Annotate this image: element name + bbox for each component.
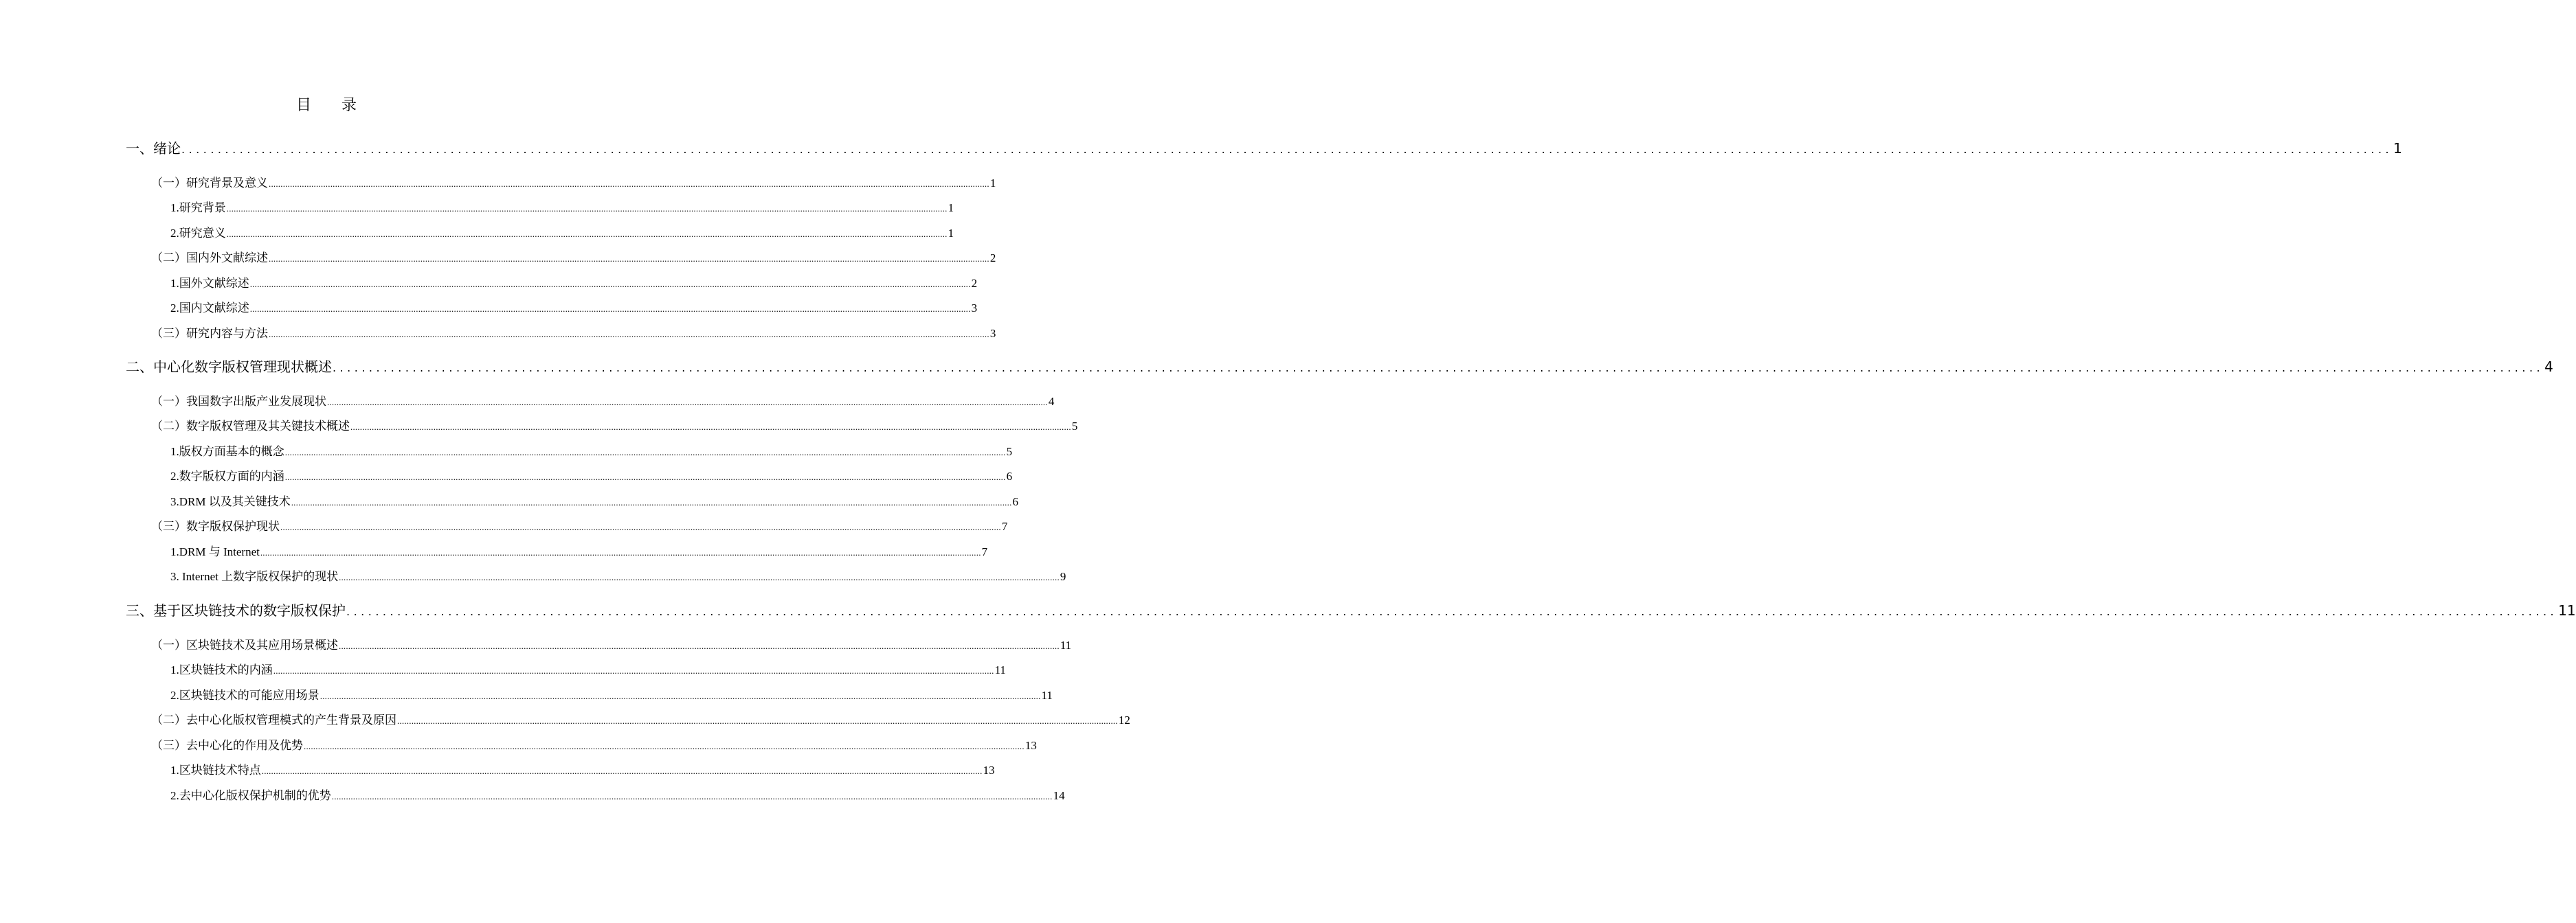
- dot-leader: ................................................................................................................................................................................................................................................................................................................: [291, 497, 1012, 508]
- toc-entry-section[interactable]: [151, 710, 1130, 727]
- page-number: 1: [989, 176, 996, 190]
- page-number: 7: [1001, 520, 1008, 533]
- toc-entry-section[interactable]: [151, 635, 1072, 652]
- dot-leader: ................................................................................................................................................................................................................................................................................................................: [249, 279, 971, 289]
- toc-entry-subsection[interactable]: [170, 660, 1006, 677]
- page-number: 1: [948, 201, 954, 214]
- dot-leader: ................................................................................................................................................................................................................................................................................................................: [249, 304, 971, 314]
- page-number: 1: [948, 227, 954, 240]
- dot-leader: ................................................................................................................................................................................................................................................................................................................: [226, 203, 948, 214]
- toc-entry-subsection[interactable]: [170, 760, 995, 777]
- page-number: 5: [1006, 445, 1013, 458]
- toc-title-char-2: 录: [341, 97, 357, 114]
- toc-entry-subsection[interactable]: [170, 786, 1065, 803]
- entry-text: 1.区块链技术特点: [170, 764, 261, 777]
- entry-text: 1.版权方面基本的概念: [170, 445, 284, 458]
- toc-entry-section[interactable]: [151, 516, 1008, 534]
- page-number: 5: [1071, 420, 1078, 433]
- toc-entry-subsection[interactable]: [170, 567, 1066, 584]
- entry-text: 2.研究意义: [170, 227, 226, 240]
- page-number: 11: [2558, 602, 2576, 619]
- dot-leader: ................................................................................................................................................................................................................................................................................................................: [333, 361, 2544, 374]
- page-number: 4: [2544, 358, 2553, 375]
- page-number: 11: [1041, 689, 1053, 702]
- toc-entry-chapter[interactable]: [126, 600, 2576, 619]
- entry-text: （一）研究背景及意义: [151, 176, 268, 190]
- toc-entry-subsection[interactable]: [170, 542, 988, 559]
- toc-entry-section[interactable]: [151, 323, 996, 341]
- dot-leader: ................................................................................................................................................................................................................................................................................................................: [260, 547, 981, 558]
- entry-text: （一）区块链技术及其应用场景概述: [151, 639, 338, 652]
- toc-entry-subsection[interactable]: [170, 223, 954, 240]
- entry-text: 二、中心化数字版权管理现状概述: [126, 358, 332, 375]
- dot-leader: ................................................................................................................................................................................................................................................................................................................: [327, 397, 1048, 407]
- dot-leader: ................................................................................................................................................................................................................................................................................................................: [339, 572, 1060, 582]
- page-number: 3: [971, 301, 978, 315]
- entry-text: 1.DRM 与 Internet: [170, 545, 260, 558]
- entry-text: 2.数字版权方面的内涵: [170, 470, 284, 483]
- toc-entry-chapter[interactable]: [126, 137, 2402, 157]
- page-number: 2: [971, 277, 978, 290]
- entry-text: 一、绪论: [126, 140, 181, 157]
- toc-entry-section[interactable]: [151, 416, 1078, 433]
- dot-leader: ................................................................................................................................................................................................................................................................................................................: [226, 229, 948, 239]
- page-number: 11: [994, 663, 1006, 676]
- entry-text: （二）国内外文献综述: [151, 251, 268, 264]
- page-number: 14: [1053, 789, 1065, 802]
- dot-leader: ................................................................................................................................................................................................................................................................................................................: [320, 691, 1041, 701]
- dot-leader: ................................................................................................................................................................................................................................................................................................................: [284, 472, 1006, 482]
- entry-text: 2.区块链技术的可能应用场景: [170, 689, 320, 702]
- dot-leader: ................................................................................................................................................................................................................................................................................................................: [284, 447, 1006, 457]
- entry-text: 3. Internet 上数字版权保护的现状: [170, 570, 339, 583]
- page-number: 4: [1048, 395, 1055, 408]
- toc-entry-subsection[interactable]: [170, 492, 1019, 509]
- dot-leader: ................................................................................................................................................................................................................................................................................................................: [350, 422, 1071, 432]
- toc-title-char-1: 目: [295, 97, 311, 114]
- dot-leader: ................................................................................................................................................................................................................................................................................................................: [181, 143, 2393, 156]
- entry-text: 1.国外文献综述: [170, 277, 249, 290]
- page-number: 9: [1060, 570, 1066, 583]
- entry-text: （二）去中心化版权管理模式的产生背景及原因: [151, 714, 396, 727]
- dot-leader: ................................................................................................................................................................................................................................................................................................................: [397, 716, 1118, 726]
- toc-entry-section[interactable]: [151, 248, 996, 265]
- entry-text: 2.去中心化版权保护机制的优势: [170, 789, 331, 802]
- toc-entry-subsection[interactable]: [170, 466, 1013, 483]
- toc-entry-chapter[interactable]: [126, 356, 2553, 376]
- toc-entry-section[interactable]: [151, 736, 1037, 753]
- entry-text: 三、基于区块链技术的数字版权保护: [126, 602, 346, 619]
- dot-leader: ................................................................................................................................................................................................................................................................................................................: [280, 522, 1001, 532]
- entry-text: 3.DRM 以及其关键技术: [170, 495, 291, 508]
- page-number: 6: [1006, 470, 1013, 483]
- toc-entry-subsection[interactable]: [170, 685, 1053, 703]
- entry-text: 2.国内文献综述: [170, 301, 249, 315]
- page-number: 12: [1118, 714, 1130, 727]
- dot-leader: ................................................................................................................................................................................................................................................................................................................: [269, 253, 989, 264]
- dot-leader: ................................................................................................................................................................................................................................................................................................................: [269, 179, 989, 189]
- toc-entry-subsection[interactable]: [170, 442, 1013, 459]
- page-number: 11: [1060, 639, 1072, 652]
- dot-leader: ................................................................................................................................................................................................................................................................................................................: [261, 766, 983, 776]
- dot-leader: ................................................................................................................................................................................................................................................................................................................: [339, 641, 1060, 651]
- page-number: 3: [989, 327, 996, 340]
- dot-leader: ................................................................................................................................................................................................................................................................................................................: [304, 741, 1024, 751]
- dot-leader: ................................................................................................................................................................................................................................................................................................................: [331, 791, 1053, 801]
- page-number: 1: [2393, 140, 2402, 157]
- entry-text: （三）研究内容与方法: [151, 327, 268, 340]
- dot-leader: ................................................................................................................................................................................................................................................................................................................: [269, 329, 989, 339]
- page-number: 2: [989, 251, 996, 264]
- page-number: 13: [1024, 739, 1037, 752]
- dot-leader: ................................................................................................................................................................................................................................................................................................................: [346, 605, 2558, 618]
- entry-text: （三）数字版权保护现状: [151, 520, 280, 533]
- toc-entry-section[interactable]: [151, 391, 1055, 409]
- entry-text: （二）数字版权管理及其关键技术概述: [151, 420, 350, 433]
- entry-text: （三）去中心化的作用及优势: [151, 739, 303, 752]
- page-number: 7: [981, 545, 988, 558]
- dot-leader: ................................................................................................................................................................................................................................................................................................................: [273, 665, 994, 676]
- page-number: 13: [983, 764, 995, 777]
- entry-text: 1.研究背景: [170, 201, 226, 214]
- entry-text: 1.区块链技术的内涵: [170, 663, 273, 676]
- toc-entry-subsection[interactable]: [170, 298, 978, 315]
- toc-entry-subsection[interactable]: [170, 273, 978, 290]
- toc-entry-subsection[interactable]: [170, 198, 954, 215]
- toc-entry-section[interactable]: [151, 173, 996, 190]
- entry-text: （一）我国数字出版产业发展现状: [151, 395, 326, 408]
- page-number: 6: [1012, 495, 1019, 508]
